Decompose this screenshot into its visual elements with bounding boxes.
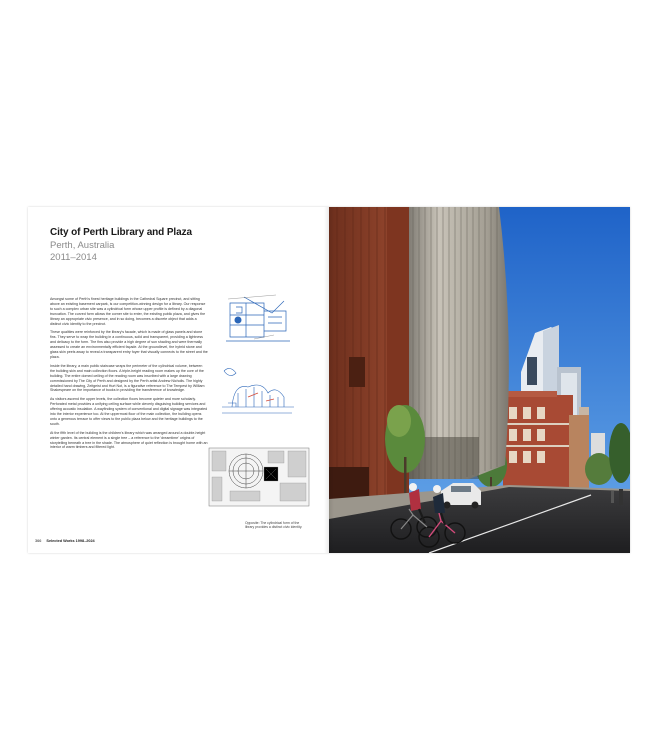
photo-caption: Opposite: The cylindrical form of the library provides a distinct civic identity. (245, 521, 303, 530)
book-spread (28, 207, 630, 553)
body-paragraph: These qualities were reinforced by the library's facade, which is made of glass panels and stone fins. They serve to wrap the building in a continuous, solid and transparent, providing a lightness and delicacy to the form. The fins also provide a high degree of sun shading and were thermally assessed to create an environmentally efficient façade. At the groundlevel, the hybrid stone and glass skin peels away to reveal a transparent entry foyer that visually connects to the street and the plaza. (50, 330, 208, 359)
body-paragraph: At the fifth level of the building is the children's library which was arranged around a double-height winter garden. Its central element is a single tree – a reference to the 'dreamtime' origins of storytelling beneath a tree in the shade. The atmosphere of quiet reflection is brought home with an interior of warm timbers and filtered light. (50, 430, 208, 450)
body-paragraph: Amongst some of Perth's finest heritage buildings in the Cathedral Square precinct, and sitting above an existing basement carpark, is our competition-winning design for a library. Our response to such a complex urban site was a cylindrical form whose upper profile is defined by a diagonal truncation. The curved form allows the corner site to enter, the existing public plaza, and gives the library an appropriate civic presence, and in so doing, becomes a discrete object that adds a distinct civic identity to the precinct. (50, 297, 206, 326)
running-title: Selected Works 1998–2024 (46, 539, 95, 543)
right-page (329, 207, 630, 553)
body-paragraph: As visitors ascend the upper levels, the collection floors become quieter and more scholarly. Perforated metal provides a unifying ceiling surface while cleverly disguising building services and offering acoustic insulation. A wayfinding system of conventional and digital signage was integrated into the interior experience too. At the uppermost floor of the main collection, the building opens onto a generous terrace to offer views to the public plaza below and the heritage buildings to the south. (50, 397, 208, 426)
elevation-sketch (218, 363, 298, 421)
page-number: 366 (35, 539, 42, 543)
library-photograph (329, 207, 630, 553)
section-sketch (224, 293, 294, 345)
project-years: 2011–2014 (50, 252, 97, 263)
gutter-shadow (324, 207, 334, 553)
body-paragraph: Inside the library, a main public staircase wraps the perimeter of the cylindrical volume, between the building skin and main collection floors. A triple-height reading room makes up the core of the building. The entire domed ceiling of the reading room was inscribed with a large drawing commissioned by The City of Perth and designed by the Perth artist Andrew Nicholls. The highly detailed hand drawing, Zeitgeist and Hurt Not, is a figurative reference to The Tempest by William Shakespeare on the importance of books in providing the transference of knowledge. (50, 363, 205, 393)
folio (35, 539, 95, 543)
project-location: Perth, Australia (50, 240, 115, 251)
body-text (50, 297, 208, 454)
section-sketch-dot (235, 317, 242, 324)
project-title: City of Perth Library and Plaza (50, 227, 192, 238)
left-page (28, 207, 329, 553)
site-plan (208, 447, 310, 507)
